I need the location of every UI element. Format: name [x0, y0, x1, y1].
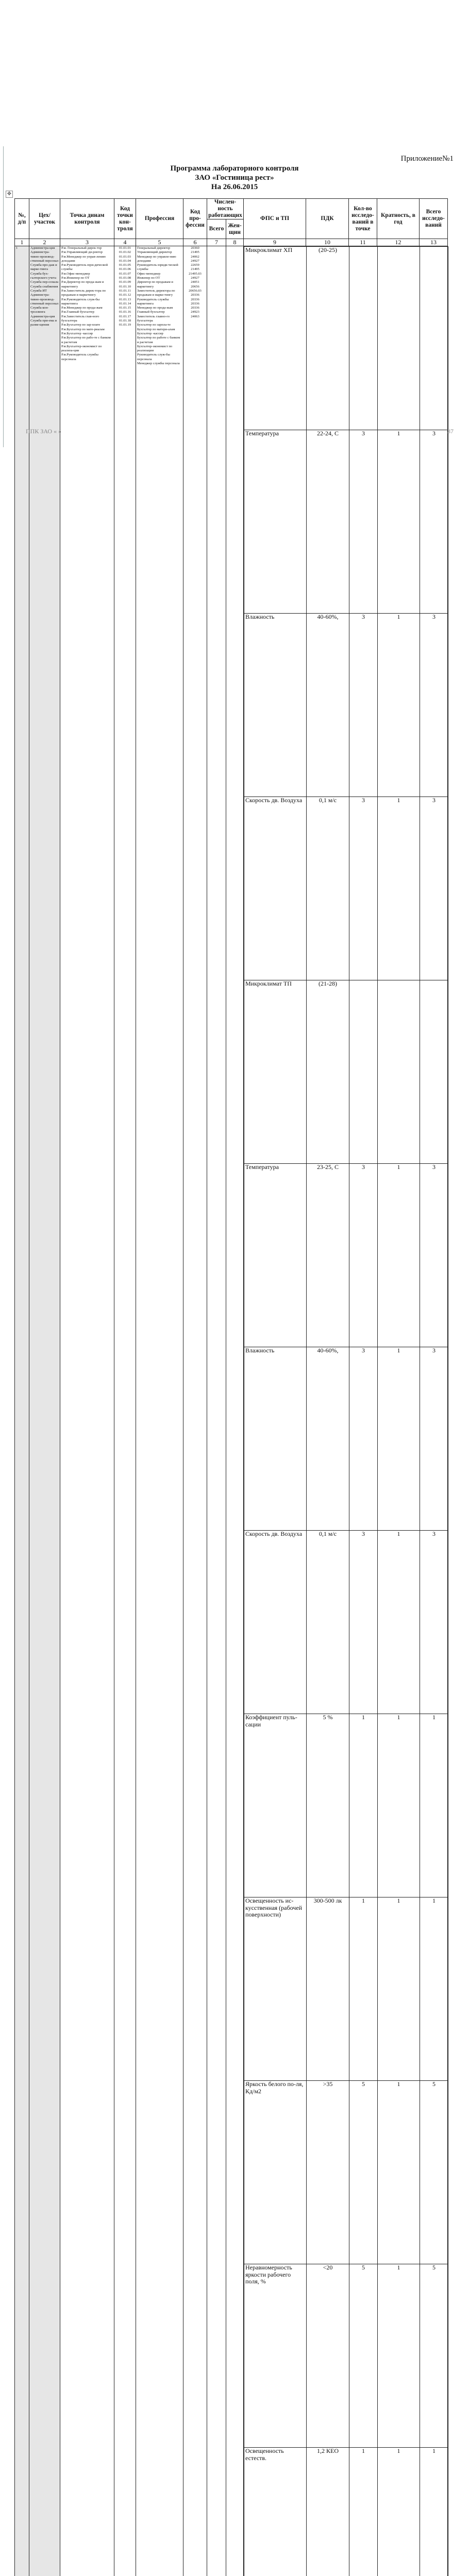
fps-factor: Температура: [244, 1164, 307, 1347]
staff-women-cell: [226, 246, 244, 2576]
frequency: 1: [378, 614, 420, 797]
fps-factor: Освещенность естеств.: [244, 2448, 307, 2576]
organization-name: ЗАО «Гостиница рест»: [0, 173, 469, 182]
profession-name: Управляющий директор: [137, 250, 182, 255]
profession-code: 20336: [185, 293, 206, 297]
pdk-value: 5 %: [307, 1714, 349, 1897]
profession-name: Офис-менеджер: [137, 272, 182, 276]
shop-name: Служба про-даж и марке-тинга: [30, 263, 59, 272]
profession-name: Руководитель служ-бы персонала: [137, 353, 182, 362]
profession-code: 24923: [185, 310, 206, 314]
fps-factor: Неравномерность яркости рабочего поля, %: [244, 2264, 307, 2448]
fps-factor: Коэффициент пуль-сации: [244, 1714, 307, 1897]
column-number: 11: [349, 239, 377, 246]
research-count: 3: [349, 797, 378, 980]
total-research: 3: [420, 797, 448, 980]
shop-name: Администра-тивно-производ-ственный персонал: [30, 293, 59, 306]
profession-name: Инженер по ОТ: [137, 276, 182, 280]
pdk-value: (20-25): [307, 247, 349, 430]
pdk-value: 22-24, С: [307, 430, 349, 614]
column-number: 8: [226, 239, 244, 246]
header-women: Жен-щин: [226, 219, 244, 239]
profession-name: Руководитель службы маркетинга: [137, 298, 182, 307]
research-count: 3: [349, 614, 378, 797]
prof-code-list: [183, 246, 207, 2576]
research-count: 1: [349, 1714, 378, 1897]
table-row: [15, 246, 448, 2576]
table-move-handle-icon[interactable]: ✥: [6, 191, 13, 198]
fps-factor: Температура: [244, 430, 307, 614]
point-code: 01.01.16: [115, 310, 135, 314]
research-count: 5: [349, 2081, 378, 2264]
profession-name: Бухгалтер -кассир: [137, 332, 182, 336]
research-count: 5: [349, 2264, 378, 2448]
shop-name: Служба кон-троллинга: [30, 306, 59, 315]
total-research: 3: [420, 1164, 448, 1347]
measurement-row: [244, 1531, 448, 1714]
header-shop: Цех/участок: [29, 199, 60, 239]
frequency: [378, 980, 420, 1164]
header-prof-code: Код про-фессии: [183, 199, 207, 239]
research-count: 3: [349, 1164, 378, 1347]
control-point: Р.м.Бухгалтер по мате-риалам: [61, 328, 113, 332]
pdk-value: 300-500 лк: [307, 1897, 349, 2081]
profession-code: 24051: [185, 280, 206, 284]
shop-name: Служба при-ема и разме-щения: [30, 319, 59, 328]
measurement-row: [244, 1347, 448, 1531]
total-research: 3: [420, 614, 448, 797]
research-count: 1: [349, 1897, 378, 2081]
shop-name: Служба пер-сонала: [30, 280, 59, 284]
header-count: Кол-во исследо-ваний в точке: [349, 199, 377, 239]
frequency: 1: [378, 1164, 420, 1347]
profession-code: 21495: [185, 267, 206, 272]
document-title: Программа лабораторного контроля: [0, 164, 469, 173]
profession-name: Бухгалтер по работе с банком и расчетам: [137, 336, 182, 345]
point-code-list: [114, 246, 136, 2576]
profession-code: 20360: [185, 246, 206, 250]
measurement-row: [244, 1714, 448, 1897]
control-point: Р.м.Управляющий ди-ректор: [61, 250, 113, 255]
fps-factor: Влажность: [244, 614, 307, 797]
total-research: 3: [420, 430, 448, 614]
research-count: [349, 980, 378, 1164]
point-code: 01.01.17: [115, 315, 135, 319]
pdk-value: 40-60%,: [307, 1347, 349, 1531]
measurement-row: [244, 797, 448, 980]
measurements-table: [244, 246, 448, 2576]
footer-document-name: ППК ЗАО « »: [26, 428, 61, 435]
total-research: 3: [420, 1347, 448, 1531]
point-code: 01.01.12: [115, 293, 135, 297]
measurements-cell: [244, 246, 448, 2576]
control-point: Р.м.Бухгалтер-экономист по реализа-ции: [61, 345, 113, 353]
profession-code: 24927: [185, 259, 206, 263]
profession-name: Бухгалтер по зарпла-те: [137, 323, 182, 327]
fps-factor: Освещенность ис-кусственная (рабочей поверхности): [244, 1897, 307, 2081]
frequency: 1: [378, 1347, 420, 1531]
point-code: 01.01.18: [115, 319, 135, 323]
shop-list: [29, 246, 60, 2576]
total-research: 1: [420, 2448, 448, 2576]
page-number: 37: [447, 428, 454, 435]
profession-code: 24927: [185, 276, 206, 280]
measurement-row: [244, 1897, 448, 2081]
measurement-row: [244, 614, 448, 797]
point-code: 01.01.19: [115, 323, 135, 327]
point-code: 01.01.15: [115, 306, 135, 310]
profession-name: Заместитель директора по продажам и марке-тингу: [137, 289, 182, 298]
pdk-value: 0,1 м/с: [307, 1531, 349, 1714]
measurement-row: [244, 2448, 448, 2576]
column-number: 10: [306, 239, 349, 246]
total-research: 3: [420, 1531, 448, 1714]
profession-name: Директор по продажам и маркетингу: [137, 280, 182, 289]
control-point: Р.м.Инженер по ОТ: [61, 276, 113, 280]
frequency: [378, 247, 420, 430]
shop-name: Служба бух-галтерского учета: [30, 272, 59, 281]
pdk-value: <20: [307, 2264, 349, 2448]
research-count: 1: [349, 2448, 378, 2576]
research-count: 3: [349, 1347, 378, 1531]
profession-code: 24063: [185, 315, 206, 319]
control-point: Р.м.Руководитель юри-дической службы: [61, 263, 113, 272]
point-code: 01.01.03: [115, 255, 135, 259]
profession-code: 20656.03: [185, 289, 206, 293]
point-code: 01.01.06: [115, 267, 135, 272]
pdk-value: (21-28): [307, 980, 349, 1164]
pdk-value: 1,2 КЕО: [307, 2448, 349, 2576]
point-code: 01.01.04: [115, 259, 135, 263]
frequency: 1: [378, 797, 420, 980]
column-number: 4: [114, 239, 136, 246]
profession-name: Бухгалтер по матери-алам: [137, 328, 182, 332]
control-point: Р.м.Менеджер по прода-жам: [61, 306, 113, 310]
column-number: 13: [420, 239, 448, 246]
measurement-row: [244, 1164, 448, 1347]
control-point: Р.м.Руководитель службы персонала: [61, 353, 113, 362]
total-research: [420, 980, 448, 1164]
profession-name: Менеджер службы персонала: [137, 362, 182, 366]
staff-total-cell: [207, 246, 226, 2576]
point-code: 01.01.13: [115, 298, 135, 302]
shop-name: Администра-ция: [30, 246, 59, 250]
profession-name: Главный бухгалтер: [137, 310, 182, 314]
frequency: 1: [378, 2448, 420, 2576]
pdk-value: 40-60%,: [307, 614, 349, 797]
fps-factor: Микроклимат ХП: [244, 247, 307, 430]
research-count: 3: [349, 1531, 378, 1714]
point-code: 01.01.02: [115, 250, 135, 255]
column-number: 12: [377, 239, 420, 246]
shop-name: Служба ИТ: [30, 289, 59, 293]
total-research: 5: [420, 2081, 448, 2264]
header-freq: Кратность, в год: [377, 199, 420, 239]
profession-name: Генеральный директор: [137, 246, 182, 250]
control-point: Р.м.Менеджер по управ-лению доходами: [61, 255, 113, 264]
frequency: 1: [378, 2264, 420, 2448]
column-number: 6: [183, 239, 207, 246]
pdk-value: 0,1 м/с: [307, 797, 349, 980]
document-date: На 26.06.2015: [0, 182, 469, 192]
profession-code: 21495.03: [185, 272, 206, 276]
header-all: Всего исследо-ваний: [420, 199, 448, 239]
fps-factor: Влажность: [244, 1347, 307, 1531]
profession-code: 20336: [185, 298, 206, 302]
profession-name: Менеджер по прода-жам: [137, 306, 182, 310]
control-point: Р.м.Заместитель глав-ного бухгалтера: [61, 315, 113, 324]
appendix-label: Приложение№1: [401, 155, 454, 163]
frequency: 1: [378, 2081, 420, 2264]
column-number: 2: [29, 239, 60, 246]
control-point: Р.м.Офис-менеджер: [61, 272, 113, 276]
fps-factor: Скорость дв. Воздуха: [244, 797, 307, 980]
profession-code: 21495: [185, 250, 206, 255]
control-point: Р.м.Бухгалтер -кассир: [61, 332, 113, 336]
point-code: 01.01.07: [115, 272, 135, 276]
header-pdk: ПДК: [306, 199, 349, 239]
frequency: 1: [378, 1897, 420, 2081]
point-code: 01.01.05: [115, 263, 135, 267]
research-count: 3: [349, 430, 378, 614]
control-point: Р.м.Руководитель служ-бы маркетинга: [61, 298, 113, 307]
frequency: 1: [378, 1531, 420, 1714]
header-total: Всего: [207, 219, 226, 239]
fps-factor: Яркость белого по-ля, Кд/м2: [244, 2081, 307, 2264]
measurement-row: [244, 2081, 448, 2264]
header-point-code: Код точки кон-троля: [114, 199, 136, 239]
control-point: Р.м.Заместитель дирек-тора по продажам и маркетингу: [61, 289, 113, 298]
column-number: 9: [244, 239, 306, 246]
point-list: [60, 246, 114, 2576]
header-profession: Профессия: [136, 199, 183, 239]
profession-code: 20656: [185, 285, 206, 289]
profession-name: Менеджер по управле-нию доходами: [137, 255, 182, 264]
point-code: 01.01.11: [115, 289, 135, 293]
frequency: 1: [378, 430, 420, 614]
row-number: 1: [15, 246, 29, 2576]
profession-code: 24062: [185, 255, 206, 259]
shop-name: Администра-тивно-производ-ственный персонал: [30, 250, 59, 263]
fps-factor: Скорость дв. Воздуха: [244, 1531, 307, 1714]
header-staff: Числен-ность работающих: [207, 199, 244, 219]
profession-name: Бухгалтер-экономист по реализации: [137, 345, 182, 353]
total-research: 1: [420, 1897, 448, 2081]
point-code: 01.01.14: [115, 302, 135, 306]
profession-code: 22659: [185, 263, 206, 267]
pdk-value: 23-25, С: [307, 1164, 349, 1347]
point-code: 01.01.01: [115, 246, 135, 250]
profession-code: 20336: [185, 302, 206, 306]
column-number: 1: [15, 239, 29, 246]
shop-name: Администра-ция: [30, 315, 59, 319]
measurement-row: [244, 247, 448, 430]
fps-factor: Микроклимат ТП: [244, 980, 307, 1164]
control-point: Р.м.Бухгалтер по рабо-те с банком и расчетам: [61, 336, 113, 345]
column-number-row: [15, 239, 448, 246]
profession-list: [136, 246, 183, 2576]
research-count: [349, 247, 378, 430]
profession-name: Заместитель главно-го бухгалтера: [137, 315, 182, 324]
measurement-row: [244, 430, 448, 614]
control-program-table: [14, 198, 448, 2576]
header-point: Точка динам контроля: [60, 199, 114, 239]
measurement-row: [244, 980, 448, 1164]
control-point: Р.м. Генеральный дирек-тор: [61, 246, 113, 250]
total-research: 5: [420, 2264, 448, 2448]
control-point: Р.м.Бухгалтер по зар-плате: [61, 323, 113, 327]
document-title-block: [0, 164, 469, 192]
shop-name: Служба снабжения: [30, 285, 59, 289]
point-code: 01.01.08: [115, 276, 135, 280]
column-number: 3: [60, 239, 114, 246]
control-point: Р.м.Директор по прода-жам и маркетингу: [61, 280, 113, 289]
header-num: №, д/п: [15, 199, 29, 239]
column-number: 5: [136, 239, 183, 246]
frequency: 1: [378, 1714, 420, 1897]
profession-code: 20336: [185, 306, 206, 310]
total-research: 1: [420, 1714, 448, 1897]
measurement-row: [244, 2264, 448, 2448]
total-research: [420, 247, 448, 430]
column-number: 7: [207, 239, 226, 246]
point-code: 01.01.10: [115, 285, 135, 289]
pdk-value: >35: [307, 2081, 349, 2264]
control-point: Р.м.Главный бухгалтер: [61, 310, 113, 314]
header-fps: ФПС и ТП: [244, 199, 306, 239]
point-code: 01.01.09: [115, 280, 135, 284]
profession-name: Руководитель юриди-ческой службы: [137, 263, 182, 272]
